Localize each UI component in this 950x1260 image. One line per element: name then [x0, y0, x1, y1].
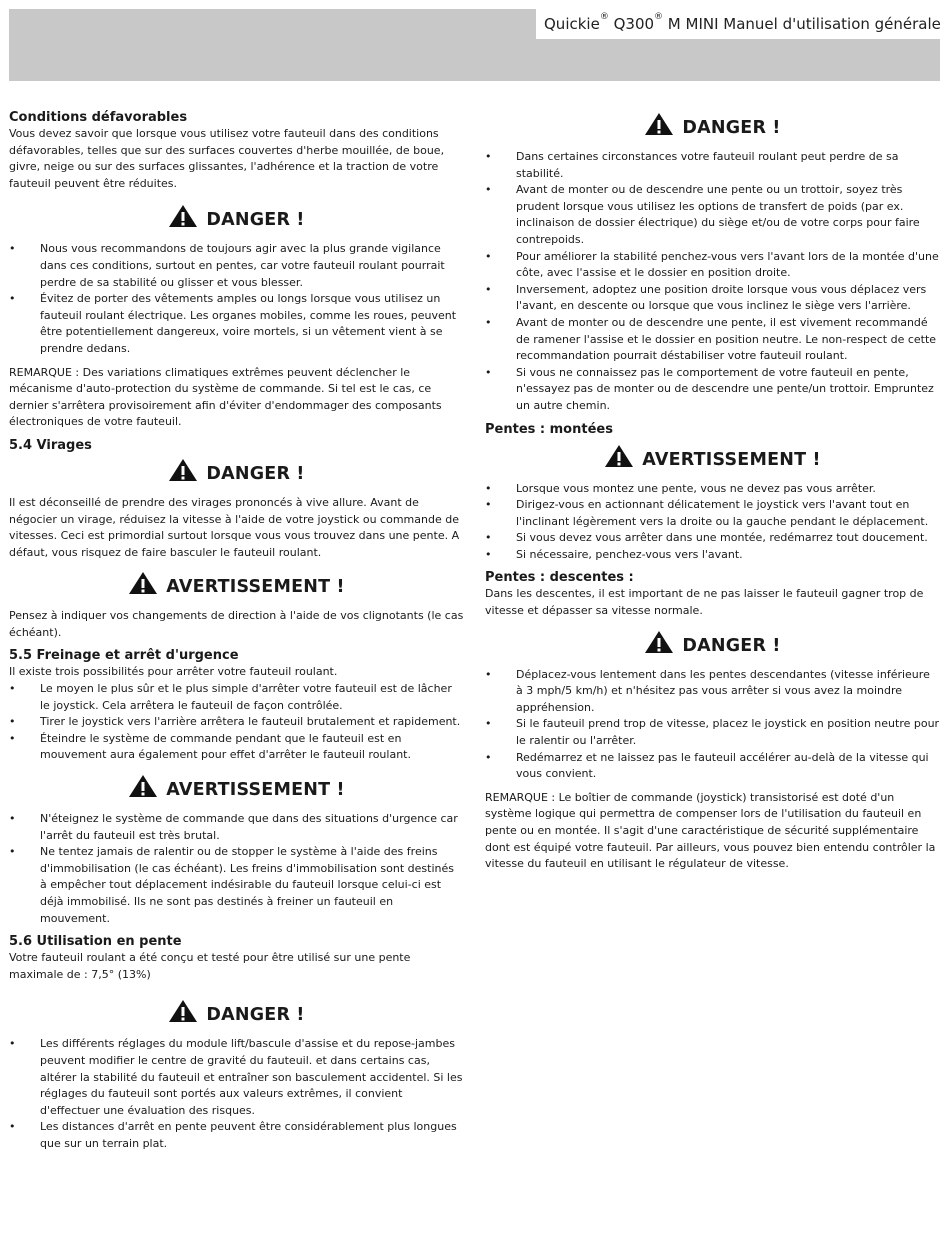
- heading-5-4: 5.4 Virages: [9, 437, 92, 453]
- danger-banner: DANGER !: [9, 204, 464, 233]
- warning-triangle-icon: [168, 204, 198, 233]
- remark-joystick: REMARQUE : Le boîtier de commande (joystick) transistorisé est doté d'un système logique qui permettra de compenser lors de l'utilisation du fauteuil en pente ou en montée. Il s'agit d'une caractéristique de sécurité supplémentaire dont est équipé votre fauteuil. Par ailleurs, vous pouvez bien entendu contrôler la vitesse du fauteuil en utilisant le régulateur de vitesse.: [485, 790, 936, 871]
- braking-list: [9, 681, 464, 764]
- downhill-text: Dans les descentes, il est important de ne pas laisser le fauteuil gagner trop de vitesse et dépasser sa vitesse normale.: [485, 587, 924, 618]
- warning-triangle-icon: [128, 774, 158, 803]
- list-item: • Avant de monter ou de descendre une pente ou un trottoir, soyez très prudent lorsque vous utilisez les options de transfert de poids (par ex. inclinaison de dossier électrique) du siège et/ou de votre corps pour faire contrepoids.: [485, 183, 920, 246]
- danger-banner: DANGER !: [9, 999, 464, 1028]
- title-suffix: M MINI Manuel d'utilisation générale: [663, 15, 941, 33]
- list-item: • Tirer le joystick vers l'arrière arrêtera le fauteuil brutalement et rapidement.: [9, 715, 461, 729]
- downhill-danger-list: [485, 667, 940, 783]
- manual-title: [536, 9, 940, 39]
- heading-5-6: 5.6 Utilisation en pente: [9, 934, 182, 950]
- danger-banner: DANGER !: [9, 458, 464, 487]
- warning-triangle-icon: [644, 112, 674, 141]
- heading-5-5: 5.5 Freinage et arrêt d'urgence: [9, 648, 239, 664]
- danger-banner: DANGER !: [485, 630, 940, 659]
- conditions-text: Vous devez savoir que lorsque vous utilisez votre fauteuil dans des conditions défavorables, telles que sur des surfaces couvertes d'herbe mouillée, de boue, givre, neige ou sur des surfaces glissantes, l'adhérence et la traction de votre fauteuil peuvent être réduites.: [9, 127, 445, 190]
- list-item: • Si nécessaire, penchez-vous vers l'avant.: [485, 547, 743, 561]
- list-item: • Dans certaines circonstances votre fauteuil roulant peut perdre de sa stabilité.: [485, 150, 899, 180]
- warning-triangle-icon: [168, 458, 198, 487]
- slope-stability-list: [485, 149, 940, 415]
- uphill-warning-list: [485, 481, 940, 564]
- list-item: • Nous vous recommandons de toujours agir avec la plus grande vigilance dans ces conditions, surtout en pentes, car votre fauteuil roulant pourrait perdre de sa stabilité ou glisser et vous blesser.: [9, 242, 445, 289]
- warning-triangle-icon: [168, 999, 198, 1028]
- list-item: • Redémarrez et ne laissez pas le fauteuil accélérer au-delà de la vitesse qui vous convient.: [485, 750, 929, 781]
- heading-downhill: Pentes : descentes :: [485, 570, 634, 586]
- list-item: • Pour améliorer la stabilité penchez-vous vers l'avant lors de la montée d'une côte, avec l'assise et le dossier en position droite.: [485, 249, 939, 280]
- list-item: • Le moyen le plus sûr et le plus simple d'arrêter votre fauteuil est de lâcher le joystick. Cela arrêtera le fauteuil de façon contrôlée.: [9, 682, 452, 712]
- braking-intro: Il existe trois possibilités pour arrêter votre fauteuil roulant.: [9, 665, 338, 679]
- warning-banner: AVERTISSEMENT !: [9, 774, 464, 803]
- list-item: • Les distances d'arrêt en pente peuvent être considérablement plus longues que sur un terrain plat.: [9, 1120, 457, 1150]
- slope-intro: Votre fauteuil roulant a été conçu et testé pour être utilisé sur une pente maximale de : 7,5° (13%): [9, 951, 411, 981]
- model-name: Q300: [613, 15, 655, 33]
- slope-danger-list: [9, 1036, 464, 1152]
- list-item: • Évitez de porter des vêtements amples ou longs lorsque vous utilisez un fauteuil roulant électrique. Les organes mobiles, comme les roues, peuvent être potentiellement dangereux, voire mortels, si un vêtement vient à se prendre dedans.: [9, 292, 457, 355]
- list-item: • Les différents réglages du module lift/bascule d'assise et du repose-jambes peuvent modifier le centre de gravité du fauteuil. et dans certains cas, altérer la stabilité du fauteuil et entraîner son basculement accidentel. Si les réglages du fauteuil sont portés aux valeurs extrêmes, il convient d'effectuer une évaluation des risques.: [9, 1037, 463, 1117]
- heading-uphill: Pentes : montées: [485, 421, 613, 437]
- left-column: [9, 110, 464, 1153]
- braking-warning-list: [9, 811, 464, 927]
- heading-conditions: Conditions défavorables: [9, 110, 188, 125]
- danger-banner: DANGER !: [485, 112, 940, 141]
- list-item: • Lorsque vous montez une pente, vous ne devez pas vous arrêter.: [485, 481, 876, 495]
- registered-mark: ®: [599, 12, 609, 22]
- remark-climate: REMARQUE : Des variations climatiques extrêmes peuvent déclencher le mécanisme d'auto-protection du système de commande. Si tel est le cas, ce dernier s'arrêtera provisoirement afin d'éviter d'endommager des composants électroniques de votre fauteuil.: [9, 365, 442, 429]
- header-bar: [9, 9, 940, 81]
- list-item: • Déplacez-vous lentement dans les pentes descendantes (vitesse inférieure à 3 mph/5 km/h) et n'hésitez pas vous arrêter si vous avez la moindre appréhension.: [485, 667, 930, 714]
- danger-list-conditions: [9, 241, 464, 357]
- turning-danger-text: Il est déconseillé de prendre des virages prononcés à vive allure. Avant de négocier un virage, réduisez la vitesse à l'aide de votre joystick ou commande de vitesses. Ceci est primordial surtout lorsque vous vous trouvez dans une pente. A défaut, vous risquez de faire basculer le fauteuil roulant.: [9, 495, 460, 559]
- list-item: • Ne tentez jamais de ralentir ou de stopper le système à l'aide des freins d'immobilisation (le cas échéant). Les freins d'immobilisation sont destinés à empêcher tout déplacement indésirable du fauteuil lorsque celui-ci est déjà immobilisé. Ils ne sont pas destinés à freiner un fauteuil en mouvement.: [9, 845, 454, 925]
- right-column: [485, 110, 940, 873]
- registered-mark: ®: [654, 12, 664, 22]
- list-item: • Dirigez-vous en actionnant délicatement le joystick vers l'avant tout en l'inclinant légèrement vers la droite ou la gauche pendant le déplacement.: [485, 498, 929, 528]
- warning-banner: AVERTISSEMENT !: [485, 444, 940, 473]
- list-item: • Avant de monter ou de descendre une pente, il est vivement recommandé de ramener l'assise et le dossier en position neutre. Le non-respect de cette recommandation pourrait déstabiliser votre fauteuil roulant.: [485, 315, 937, 363]
- warning-triangle-icon: [604, 444, 634, 473]
- list-item: • Éteindre le système de commande pendant que le fauteuil est en mouvement aura également pour effet d'arrêter le fauteuil roulant.: [9, 731, 411, 762]
- warning-banner: AVERTISSEMENT !: [9, 571, 464, 600]
- brand-name: Quickie: [544, 15, 600, 33]
- list-item: • N'éteignez le système de commande que dans des situations d'urgence car l'arrêt du fauteuil est très brutal.: [9, 812, 458, 842]
- list-item: • Si le fauteuil prend trop de vitesse, placez le joystick en position neutre pour le ralentir ou l'arrêter.: [485, 717, 940, 748]
- list-item: • Si vous devez vous arrêter dans une montée, redémarrez tout doucement.: [485, 531, 928, 545]
- list-item: • Inversement, adoptez une position droite lorsque vous vous déplacez vers l'avant, en descente ou lorsque que vous inclinez le siège vers l'arrière.: [485, 282, 927, 313]
- turning-warning-text: Pensez à indiquer vos changements de direction à l'aide de vos clignotants (le cas échéant).: [9, 609, 464, 639]
- warning-triangle-icon: [644, 630, 674, 659]
- list-item: • Si vous ne connaissez pas le comportement de votre fauteuil en pente, n'essayez pas de monter ou de descendre une pente/un trottoir. Empruntez un autre chemin.: [485, 365, 934, 412]
- warning-triangle-icon: [128, 571, 158, 600]
